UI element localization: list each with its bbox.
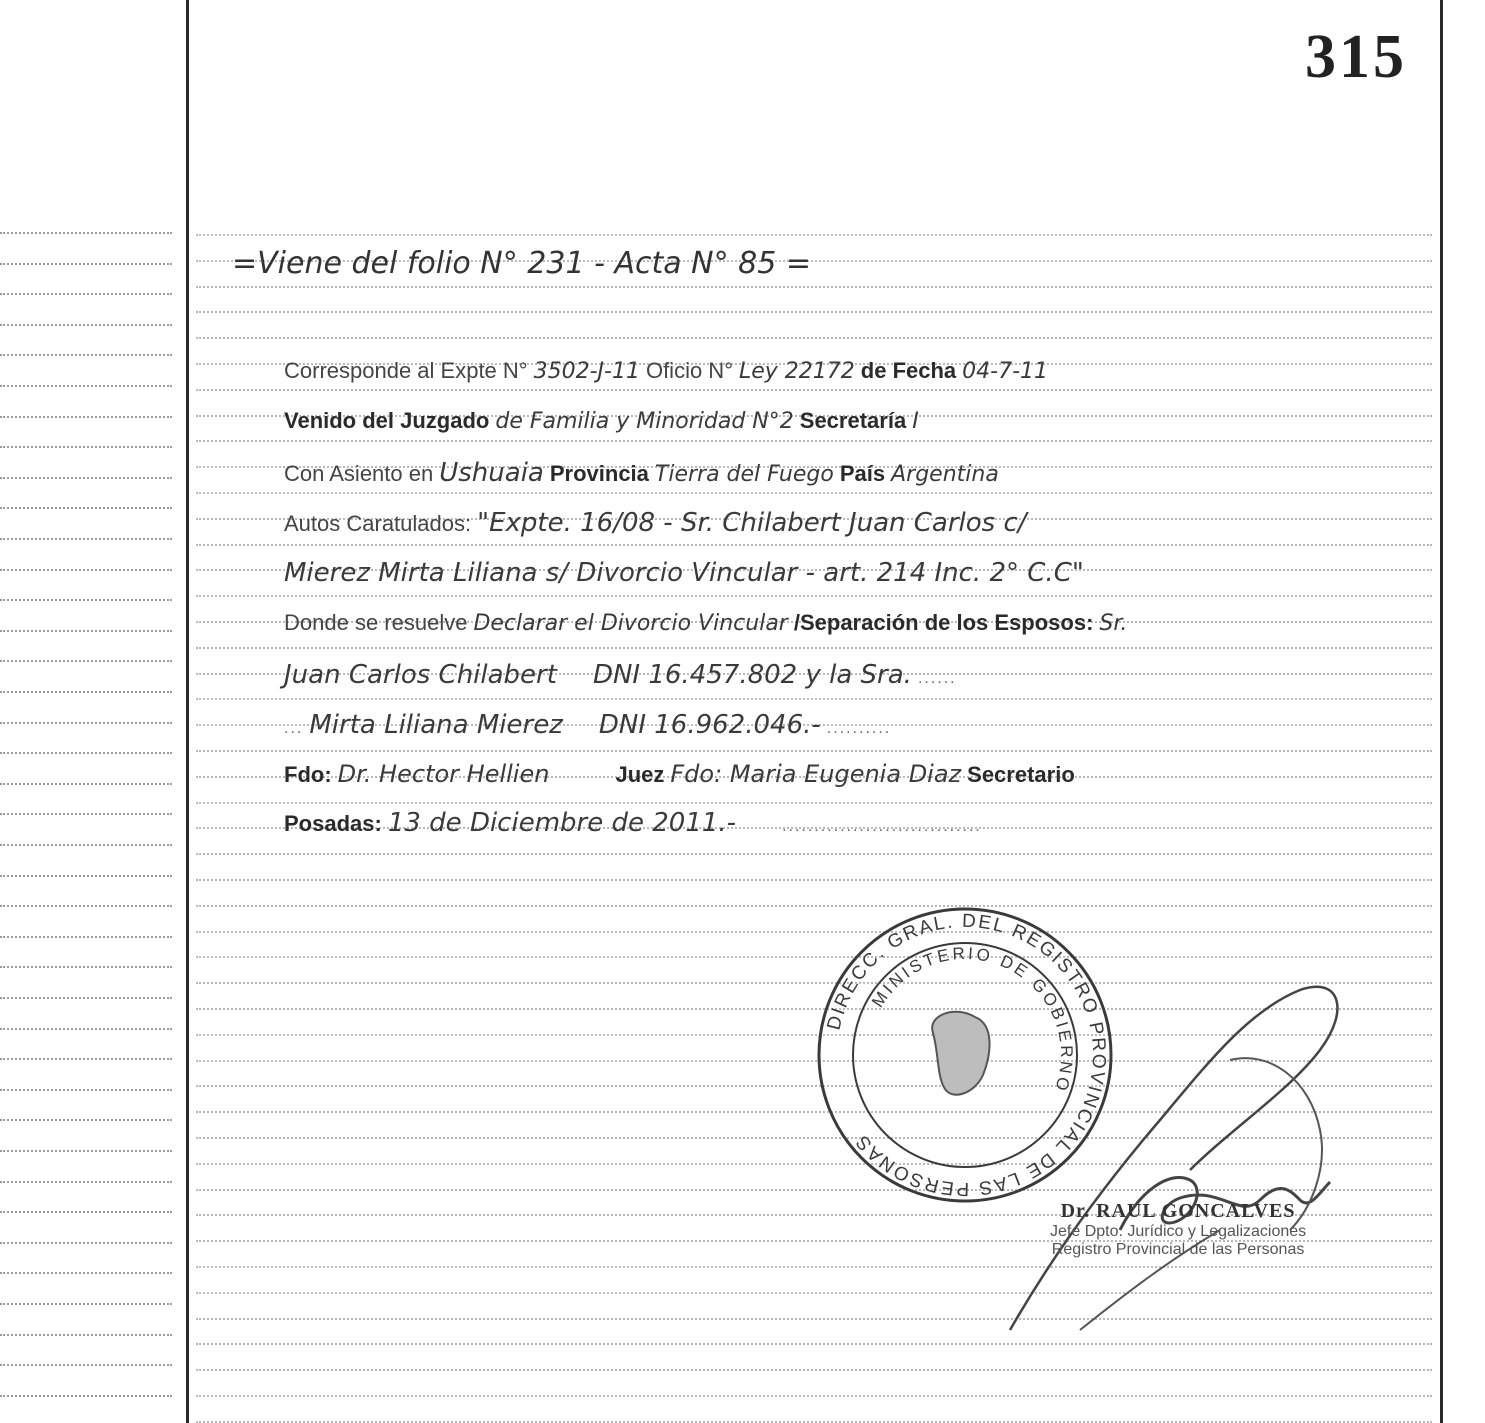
main-ruled-line [196, 440, 1432, 442]
form-line-expediente [284, 358, 1048, 384]
label-posadas: Posadas: [284, 811, 382, 836]
dots-filler: ...... [917, 670, 957, 687]
main-ruled-line [196, 802, 1432, 804]
margin-ruled-line [0, 1303, 172, 1305]
main-ruled-line [196, 595, 1432, 597]
stamp-inner-text: MINISTERIO DE GOBIERNO [868, 943, 1077, 1096]
right-border-line [1440, 0, 1443, 1423]
margin-ruled-line [0, 1089, 172, 1091]
header-note: =Viene del folio N° 231 - Acta N° 85 = [232, 246, 811, 281]
label-esposos: /Separación de los Esposos: [793, 610, 1094, 635]
margin-ruled-line [0, 752, 172, 754]
form-line-posadas [284, 808, 982, 838]
label-fecha: de Fecha [860, 358, 957, 383]
value-fecha-posadas: 13 de Diciembre de 2011.- [387, 808, 737, 838]
margin-ruled-line [0, 324, 172, 326]
margin-ruled-line [0, 783, 172, 785]
margin-ruled-line [0, 1395, 172, 1397]
margin-ruled-line [0, 477, 172, 479]
value-esposa-dni: DNI 16.962.046.- [598, 710, 821, 740]
signature-scrawl-icon [990, 930, 1370, 1350]
signature-block [1050, 1200, 1306, 1259]
value-autos-1: "Expte. 16/08 - Sr. Chilabert Juan Carlos c/ [477, 508, 1027, 538]
main-ruled-line [196, 647, 1432, 649]
margin-ruled-line [0, 660, 172, 662]
margin-ruled-line [0, 232, 172, 234]
margin-ruled-line [0, 1119, 172, 1121]
main-ruled-line [196, 544, 1432, 546]
margin-ruled-line [0, 630, 172, 632]
main-ruled-line [196, 1369, 1432, 1371]
form-line-autos [284, 508, 1027, 538]
margin-ruled-line [0, 813, 172, 815]
margin-ruled-line [0, 722, 172, 724]
margin-ruled-line [0, 416, 172, 418]
margin-ruled-line [0, 1364, 172, 1366]
margin-ruled-line [0, 507, 172, 509]
value-asiento: Ushuaia [439, 458, 544, 488]
margin-ruled-line [0, 293, 172, 295]
margin-ruled-line [0, 538, 172, 540]
main-ruled-line [196, 389, 1432, 391]
main-ruled-line [196, 853, 1432, 855]
margin-ruled-line [0, 691, 172, 693]
margin-ruled-line [0, 599, 172, 601]
margin-ruled-line [0, 385, 172, 387]
margin-ruled-line [0, 1058, 172, 1060]
value-pais: Argentina [891, 462, 999, 487]
margin-ruled-line [0, 905, 172, 907]
label-secretaria: Secretaría [799, 408, 907, 433]
margin-ruled-line [0, 1242, 172, 1244]
main-ruled-line [196, 1395, 1432, 1397]
main-ruled-line [196, 879, 1432, 881]
value-fecha: 04-7-11 [962, 359, 1049, 384]
value-esposa-name: Mirta Liliana Mierez [309, 710, 563, 740]
margin-ruled-line [0, 1028, 172, 1030]
label-juzgado: Venido del Juzgado [284, 408, 490, 433]
margin-ruled-line [0, 1211, 172, 1213]
main-ruled-line [196, 905, 1432, 907]
value-autos-2: Mierez Mirta Liliana s/ Divorcio Vincular - art. 214 Inc. 2° C.C" [284, 558, 1084, 588]
form-line-asiento [284, 458, 999, 488]
margin-ruled-line [0, 1272, 172, 1274]
signature-role-2: Registro Provincial de las Personas [1051, 1241, 1305, 1258]
margin-ruled-line [0, 354, 172, 356]
form-line-resuelve [284, 610, 1127, 636]
signature-name: Dr. RAUL GONCALVES [1060, 1200, 1296, 1222]
value-resuelve: Declarar el Divorcio Vincular [473, 611, 788, 636]
margin-ruled-line [0, 966, 172, 968]
label-oficio: Oficio N° [645, 358, 733, 383]
label-fdo: Fdo: [284, 762, 332, 787]
stamp-emblem-icon [932, 1012, 989, 1095]
label-resuelve: Donde se resuelve [284, 610, 468, 635]
form-line-autos-cont [284, 558, 1084, 588]
label-asiento: Con Asiento en [284, 461, 434, 486]
dots-filler: ............................... [782, 818, 982, 835]
value-oficio: Ley 22172 [739, 359, 855, 384]
value-secretaria: I [912, 409, 919, 434]
value-esposos-title: Sr. [1099, 611, 1128, 636]
signature-role-1: Jefe Dpto. Jurídico y Legalizaciones [1050, 1223, 1307, 1240]
form-line-esposo [284, 660, 957, 690]
value-secretario-name: Fdo: Maria Eugenia Diaz [670, 760, 962, 788]
margin-ruled-line [0, 263, 172, 265]
main-ruled-line [196, 286, 1432, 288]
label-secretario: Secretario [967, 762, 1075, 787]
label-provincia: Provincia [549, 461, 649, 486]
dots-filler: .......... [826, 720, 892, 737]
form-line-firmas [284, 760, 1075, 788]
margin-ruled-line [0, 997, 172, 999]
main-ruled-line [196, 311, 1432, 313]
value-juez-name: Dr. Hector Hellien [337, 760, 550, 788]
main-ruled-line [196, 698, 1432, 700]
label-pais: País [839, 461, 886, 486]
margin-ruled-line [0, 875, 172, 877]
value-expediente: 3502-J-11 [533, 359, 640, 384]
margin-ruled-line [0, 1150, 172, 1152]
margin-ruled-line [0, 446, 172, 448]
main-ruled-line [196, 337, 1432, 339]
main-ruled-line [196, 492, 1432, 494]
form-line-juzgado [284, 408, 919, 434]
value-juzgado: de Familia y Minoridad N°2 [495, 409, 794, 434]
left-margin-column [0, 0, 186, 1423]
margin-ruled-line [0, 1181, 172, 1183]
page-number: 315 [1305, 23, 1407, 91]
margin-ruled-line [0, 569, 172, 571]
label-autos: Autos Caratulados: [284, 511, 472, 536]
label-expediente: Corresponde al Expte N° [284, 358, 528, 383]
main-ruled-line [196, 234, 1432, 236]
main-ruled-line [196, 750, 1432, 752]
left-border-line [186, 0, 189, 1423]
dots-filler: ... [284, 720, 304, 737]
label-juez: Juez [615, 762, 665, 787]
value-esposo-name: Juan Carlos Chilabert [284, 660, 557, 690]
value-esposo-dni: DNI 16.457.802 y la Sra. [592, 660, 912, 690]
margin-ruled-line [0, 1334, 172, 1336]
margin-ruled-line [0, 844, 172, 846]
form-line-esposa [284, 710, 891, 740]
value-provincia: Tierra del Fuego [654, 462, 834, 487]
margin-ruled-line [0, 936, 172, 938]
stamp-outer-text: DIRECC. GRAL. DEL REGISTRO PROVINCIAL DE LAS PERSONAS [823, 910, 1110, 1200]
